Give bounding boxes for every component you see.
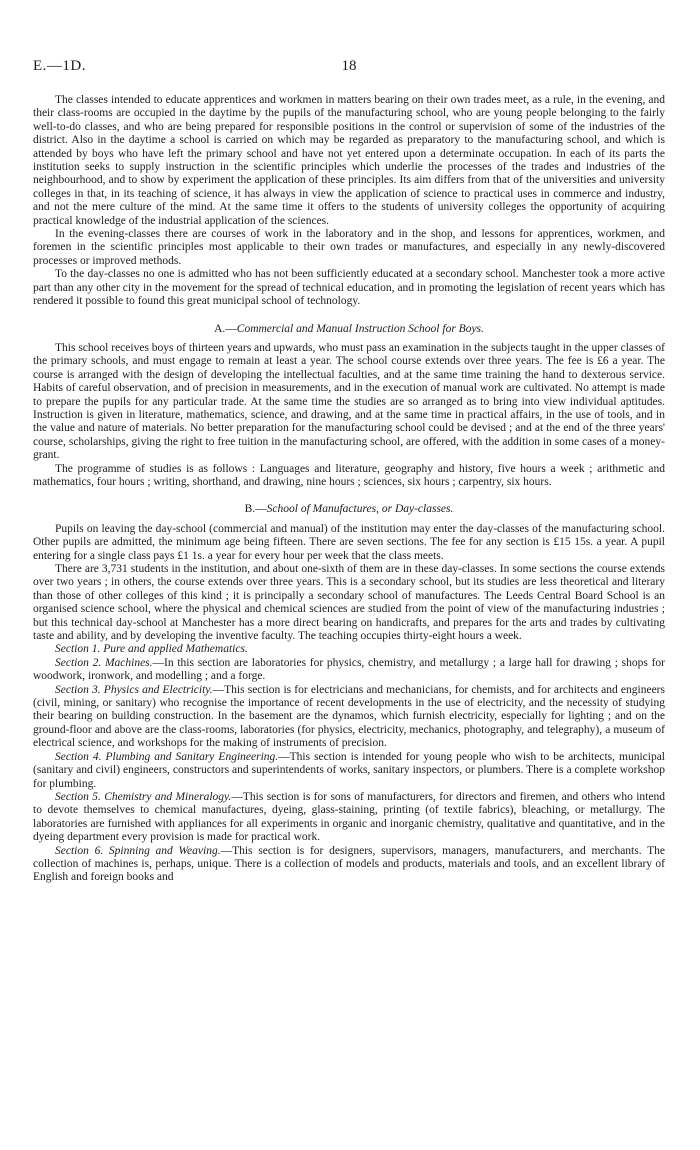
subsection-6-text: —This section is for designers, supervisors, managers, manufacturers, and merchants. The collection of machines is, perhaps, unique. There is a collection of models and products, materials and tools, and an excellent library of English and foreign books and: [33, 844, 665, 884]
section-a-prefix: A.—: [214, 322, 237, 335]
page-header: [33, 60, 665, 80]
subsection-2-label: Section 2. Machines.: [55, 656, 153, 669]
subsection-1: [33, 643, 665, 656]
subsection-4: [33, 751, 665, 791]
section-b-heading: [33, 503, 665, 516]
section-a-paragraph-1: This school receives boys of thirteen years and upwards, who must pass an examination in the subjects taught in the upper classes of the primary schools, and must engage to remain at least a year. The school course extends over three years. The fee is £6 a year. The course is arranged with the design of developing the intellectual faculties, and at the same time training the hand to dexterous service. Habits of careful observation, and of precision in measurements, and in the execution of manual work are cultivated. No attempt is made to prepare the pupils for any particular trade. At the same time the studies are so arranged as to bring into view individual aptitudes. Instruction is given in literature, mathematics, science, and drawing, and at the same time in practical affairs, in the use of tools, and in the value and nature of materials. No better preparation for the manufacturing school could be devised ; and at the end of the three years' course, scholarships, giving the right to free tuition in the manufacturing school, are offered, with the addition in some cases of a money-grant.: [33, 341, 665, 462]
page-number: 18: [341, 58, 357, 74]
section-a-paragraph-2: The programme of studies is as follows : Languages and literature, geography and history, five hours a week ; arithmetic and mathematics, four hours ; writing, shorthand, and drawing, nine hours ; sciences, six hours ; carpentry, six hours.: [33, 462, 665, 488]
subsection-3-label: Section 3. Physics and Electricity.: [55, 683, 213, 696]
section-b-title: School of Manufactures, or Day-classes.: [266, 503, 454, 516]
intro-paragraph-1: The classes intended to educate apprentices and workmen in matters bearing on their own trades meet, as a rule, in the evening, and their class-rooms are occupied in the daytime by the pupils of the manufacturing school, who are young people belonging to the fairly well-to-do classes, and who are being prepared for responsible positions in the control or supervision of some of the industries of the district. Also in the daytime a school is carried on which may be regarded as preparatory to the manufacturing school, and which is attended by boys who have left the primary school and have not yet entered upon a determinate occupation. In each of its parts the institution seeks to supply instruction in the scientific principles which underlie the processes of the trades and industries of the neighbourhood, and to show by experiment the application of these principles. Its aim differs from that of the universities and university colleges in that, in its teaching of science, it has always in view the application of science to practical uses in commerce and industry, and not the mere culture of the mind. At the same time it offers to the students of university colleges the opportunity of acquiring practical knowledge of the industrial application of the sciences.: [33, 94, 665, 227]
section-a-heading: [33, 323, 665, 336]
subsection-5-label: Section 5. Chemistry and Mineralogy.: [55, 790, 232, 803]
document-body: [33, 94, 665, 885]
subsection-3-text: —This section is for electricians and mechanicians, for chemists, and for architects and engineers (civil, mining, or sanitary) who recognise the importance of recent developments in the use of electricity, and the necessity of studying their bearing on building construction. In the basement are the dynamos, which furnish electricity, especially for lighting ; and on the ground-floor and above are the class-rooms, laboratories (for physics, electricity, mechanics, photography, and telegraphy), a museum of electrical science, and workshops for the making of instruments of precision.: [33, 683, 665, 750]
intro-paragraph-3: To the day-classes no one is admitted who has not been sufficiently educated at a secondary school. Manchester took a more active part than any other city in the movement for the spread of technical education, and in promoting the legislation of recent years which has rendered it possible to found this great municipal school of technology.: [33, 268, 665, 308]
section-b-prefix: B.—: [244, 503, 267, 516]
subsection-1-label: Section 1. Pure and applied Mathematics.: [55, 643, 248, 656]
intro-paragraph-2: In the evening-classes there are courses of work in the laboratory and in the shop, and lessons for apprentices, workmen, and foremen in the scientific principles most applicable to their own trades or manufactures, and especially in any newly-discovered processes or improved methods.: [33, 228, 665, 267]
subsection-4-label: Section 4. Plumbing and Sanitary Engineering.: [55, 750, 279, 763]
section-a-title: Commercial and Manual Instruction School for Boys.: [236, 322, 484, 335]
subsection-4-text: —This section is intended for young people who wish to be architects, municipal (sanitary and civil) engineers, constructors and superintendents of works, sanitary inspectors, or plumbers. There is a complete workshop for plumbing.: [33, 750, 665, 790]
subsection-2: [33, 657, 665, 684]
subsection-5: [33, 791, 665, 845]
subsection-5-text: —This section is for sons of manufacturers, for directors and firemen, and others who intend to devote themselves to chemical manufactures, dyeing, glass-staining, printing (of textile fabrics), bleaching, or metallurgy. The laboratories are furnished with appliances for all experiments in organic and inorganic chemistry, qualitative and quantitative, and in the dyeing department every provision is made for practical work.: [33, 790, 665, 844]
section-b-paragraph-2: There are 3,731 students in the institution, and about one-sixth of them are in these day-classes. In some sections the course extends over two years ; in others, the course extends over three years. This is a secondary school, but its studies are less theoretical and literary than those of other colleges of this kind ; it is principally a secondary school of manufactures. The Leeds Central Board School is an organised science school, where the physical and chemical sciences are studied from the point of view of the manufacturing industries ; but this technical day-school at Manchester has a more direct bearing on handicrafts, and prepares for the arts and trades by cultivating taste and ability, and by developing the inventive faculty. The teaching occupies thirty-eight hours a week.: [33, 563, 665, 643]
subsection-6: [33, 845, 665, 885]
subsection-6-label: Section 6. Spinning and Weaving.: [55, 844, 221, 857]
subsection-3: [33, 684, 665, 751]
section-b-paragraph-1: Pupils on leaving the day-school (commercial and manual) of the institution may enter the day-classes of the manufacturing school. Other pupils are admitted, the minimum age being fifteen. There are seven sections. The fee for any section is £15 15s. a year. A pupil entering for a single class pays £1 1s. a year for every hour per week that the class meets.: [33, 522, 665, 562]
document-reference: E.—1D.: [33, 58, 86, 74]
subsection-2-text: —In this section are laboratories for physics, chemistry, and metallurgy ; a large hall for drawing ; shops for woodwork, ironwork, and modelling ; and a forge.: [33, 656, 665, 683]
